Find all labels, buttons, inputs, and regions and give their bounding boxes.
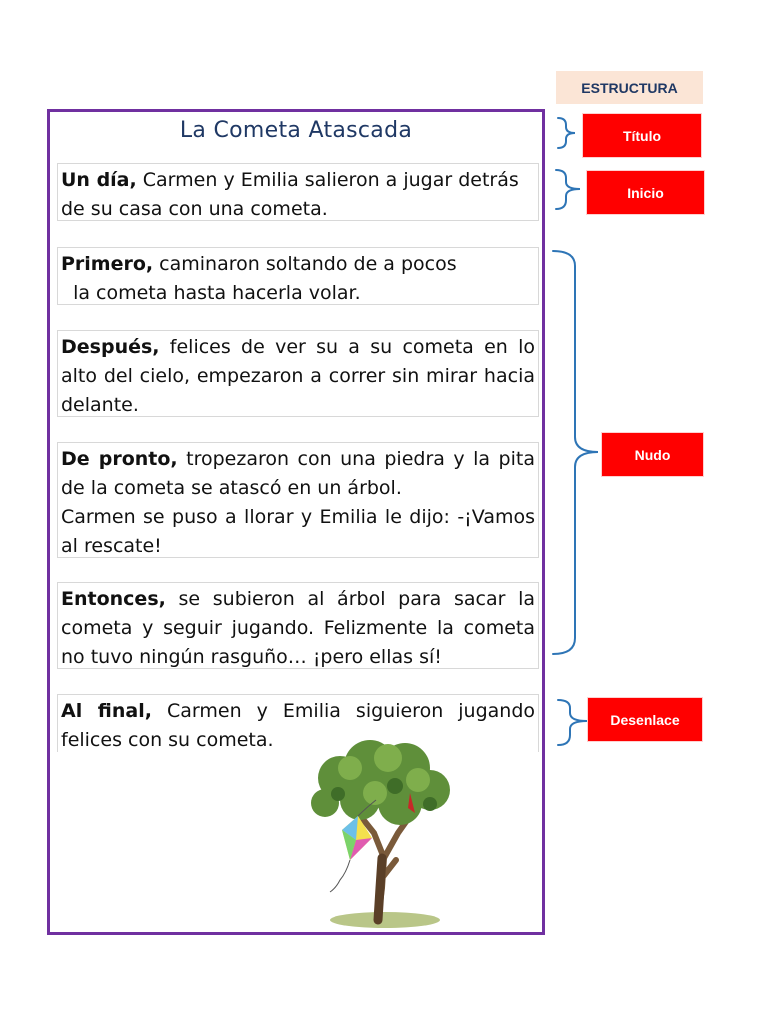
brace-nudo-icon <box>553 251 598 654</box>
structure-heading: ESTRUCTURA <box>556 71 703 104</box>
paragraph-text: de su casa con una cometa. <box>61 198 328 220</box>
brace-desenlace-icon <box>558 700 587 745</box>
paragraph-lead: Después, <box>61 336 160 358</box>
paragraph-text: Carmen y Emilia siguieron jugando felices con su cometa. <box>61 700 536 751</box>
paragraph-text: Carmen se puso a llorar y Emilia le dijo: -¡Vamos al rescate! <box>61 506 535 557</box>
tree-with-kite-icon <box>300 738 460 930</box>
paragraph-text: felices de ver su a su cometa en lo alto del cielo, empezaron a correr sin mirar hacia delante. <box>61 336 535 416</box>
label-titulo: Título <box>583 114 701 157</box>
label-inicio: Inicio <box>587 171 704 214</box>
paragraph-text: caminaron soltando de a pocos <box>153 253 457 275</box>
paragraph-text: tropezaron con una piedra y la pita de la cometa se atascó en un árbol. <box>61 448 535 499</box>
paragraph-lead: Un día, <box>61 169 137 191</box>
brace-titulo-icon <box>558 118 575 148</box>
label-nudo: Nudo <box>602 433 703 476</box>
paragraph-inicio <box>57 163 539 221</box>
paragraph-primero <box>57 247 539 305</box>
paragraph-lead: De pronto, <box>61 448 178 470</box>
paragraph-lead: Al final, <box>61 700 152 722</box>
paragraph-text: la cometa hasta hacerla volar. <box>61 282 361 304</box>
paragraph-entonces <box>57 582 539 669</box>
paragraph-lead: Entonces, <box>61 588 166 610</box>
paragraph-lead: Primero, <box>61 253 154 275</box>
paragraph-text: Carmen y Emilia salieron a jugar detrás <box>136 169 519 191</box>
label-desenlace: Desenlace <box>588 698 702 741</box>
paragraph-al-final <box>57 694 539 752</box>
paragraph-despues <box>57 330 539 417</box>
paragraph-de-pronto <box>57 442 539 558</box>
paragraph-text: se subieron al árbol para sacar la cometa y seguir jugando. Felizmente la cometa no tuvo ningún rasguño… ¡pero ellas sí! <box>61 588 535 668</box>
story-title: La Cometa Atascada <box>179 118 413 143</box>
brace-inicio-icon <box>556 170 580 209</box>
